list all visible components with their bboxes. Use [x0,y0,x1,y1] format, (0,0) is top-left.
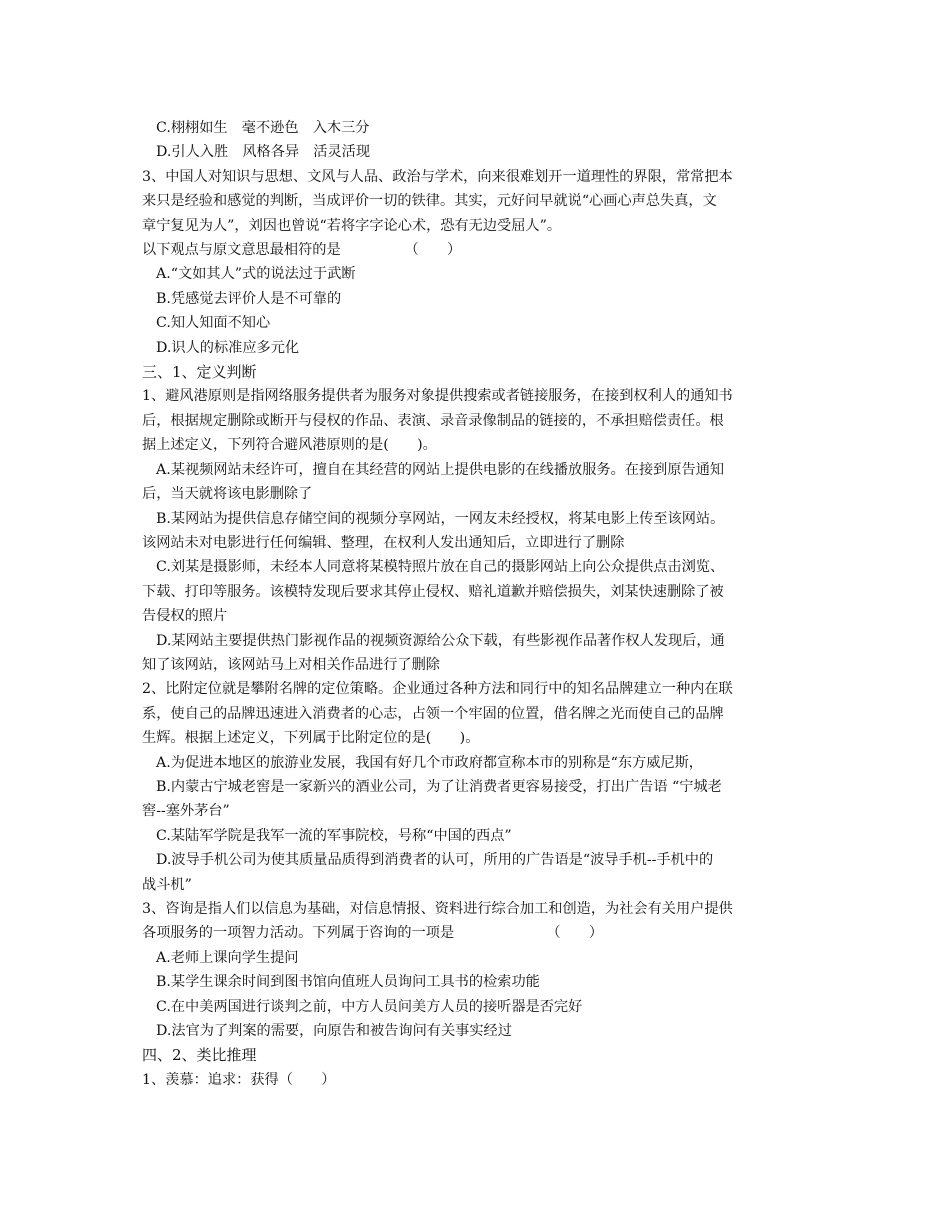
text-line: A.老师上课向学生提问 [156,949,299,966]
text-line: B.某网站为提供信息存储空间的视频分享网站，一网友未经授权，将某电影上传至该网站。 [156,510,725,527]
text-line: D.波导手机公司为使其质量品质得到消费者的认可，所用的广告语是“波导手机--手机中的 [156,852,714,869]
text-line: 各项服务的一项智力活动。下列属于咨询的一项是 （ ） [142,925,604,942]
text-line: D.引人入胜 风格各异 活灵活现 [156,144,371,161]
text-line: 来只是经验和感觉的判断，当成评价一切的铁律。其实，元好问早就说“心画心声总失真，文 [142,193,717,210]
text-line: A.为促进本地区的旅游业发展，我国有好几个市政府都宣称本市的别称是“东方威尼斯， [156,754,703,771]
text-line: 3、咨询是指人们以信息为基础，对信息情报、资料进行综合加工和创造，为社会有关用户提供 [142,901,733,917]
text-line: 据上述定义，下列符合避风港原则的是( )。 [142,437,437,454]
document-body [142,116,812,1092]
text-line: C.知人知面不知心 [156,315,271,332]
text-line: D.法官为了判案的需要，向原告和被告询问有关事实经过 [156,1023,512,1040]
text-line: A.某视频网站未经许可，擅自在其经营的网站上提供电影的在线播放服务。在接到原告通知 [156,461,725,478]
section-heading: 四、2、类比推理 [142,1046,257,1065]
text-line: B.内蒙古宁城老窖是一家新兴的酒业公司，为了让消费者更容易接受，打出广告语 “宁城老 [156,778,722,795]
text-line: C.在中美两国进行谈判之前，中方人员问美方人员的接听器是否完好 [156,998,583,1015]
text-line: 生辉。根据上述定义，下列属于比附定位的是( )。 [142,730,480,747]
text-line: 1、羡慕：追求：获得（ ） [142,1071,336,1088]
text-line: 战斗机” [142,876,192,893]
text-line: D.某网站主要提供热门影视作品的视频资源给公众下载，有些影视作品著作权人发现后，通 [156,632,725,649]
text-line: 知了该网站，该网站马上对相关作品进行了删除 [142,656,440,673]
text-line: B.某学生课余时间到图书馆向值班人员询问工具书的检索功能 [156,974,540,991]
text-line: 窖--塞外茅台” [142,803,230,820]
text-line: 后，当天就将该电影删除了 [142,486,313,503]
text-line: C.栩栩如生 毫不逊色 入木三分 [156,120,370,136]
text-line: 3、中国人对知识与思想、文风与人品、政治与学术，向来很难划开一道理性的界限，常常把本 [142,168,733,185]
text-line: C.某陆军学院是我军一流的军事院校，号称“中国的西点” [156,827,512,844]
text-line: 系，使自己的品牌迅速进入消费者的心志，占领一个牢固的位置，借名牌之光而使自己的品牌 [142,705,724,722]
text-line: C.刘某是摄影师，未经本人同意将某模特照片放在自己的摄影网站上向公众提供点击浏览、 [156,559,725,576]
text-line: 该网站未对电影进行任何编辑、整理，在权利人发出通知后，立即进行了删除 [142,534,625,551]
text-line: B.凭感觉去评价人是不可靠的 [156,290,342,307]
text-line: A.“文如其人”式的说法过于武断 [156,266,356,283]
text-line: 1、避风港原则是指网络服务提供者为服务对象提供搜索或者链接服务，在接到权利人的通知书 [142,388,733,405]
text-line: 章宁复见为人”，刘因也曾说“若将字字论心术，恐有无边受屈人”。 [142,217,562,234]
text-line: D.识人的标准应多元化 [156,339,300,356]
text-line: 下载、打印等服务。该模特发现后要求其停止侵权、赔礼道歉并赔偿损失，刘某快速删除了被 [142,583,724,600]
section-heading: 三、1、定义判断 [142,363,257,382]
text-line: 后，根据规定删除或断开与侵权的作品、表演、录音录像制品的链接的，不承担赔偿责任。根 [142,412,724,429]
text-line: 以下观点与原文意思最相符的是 （ ） [142,242,462,259]
text-line: 2、比附定位就是攀附名牌的定位策略。企业通过各种方法和同行中的知名品牌建立一种内在联 [142,681,733,698]
text-line: 告侵权的照片 [142,608,228,625]
